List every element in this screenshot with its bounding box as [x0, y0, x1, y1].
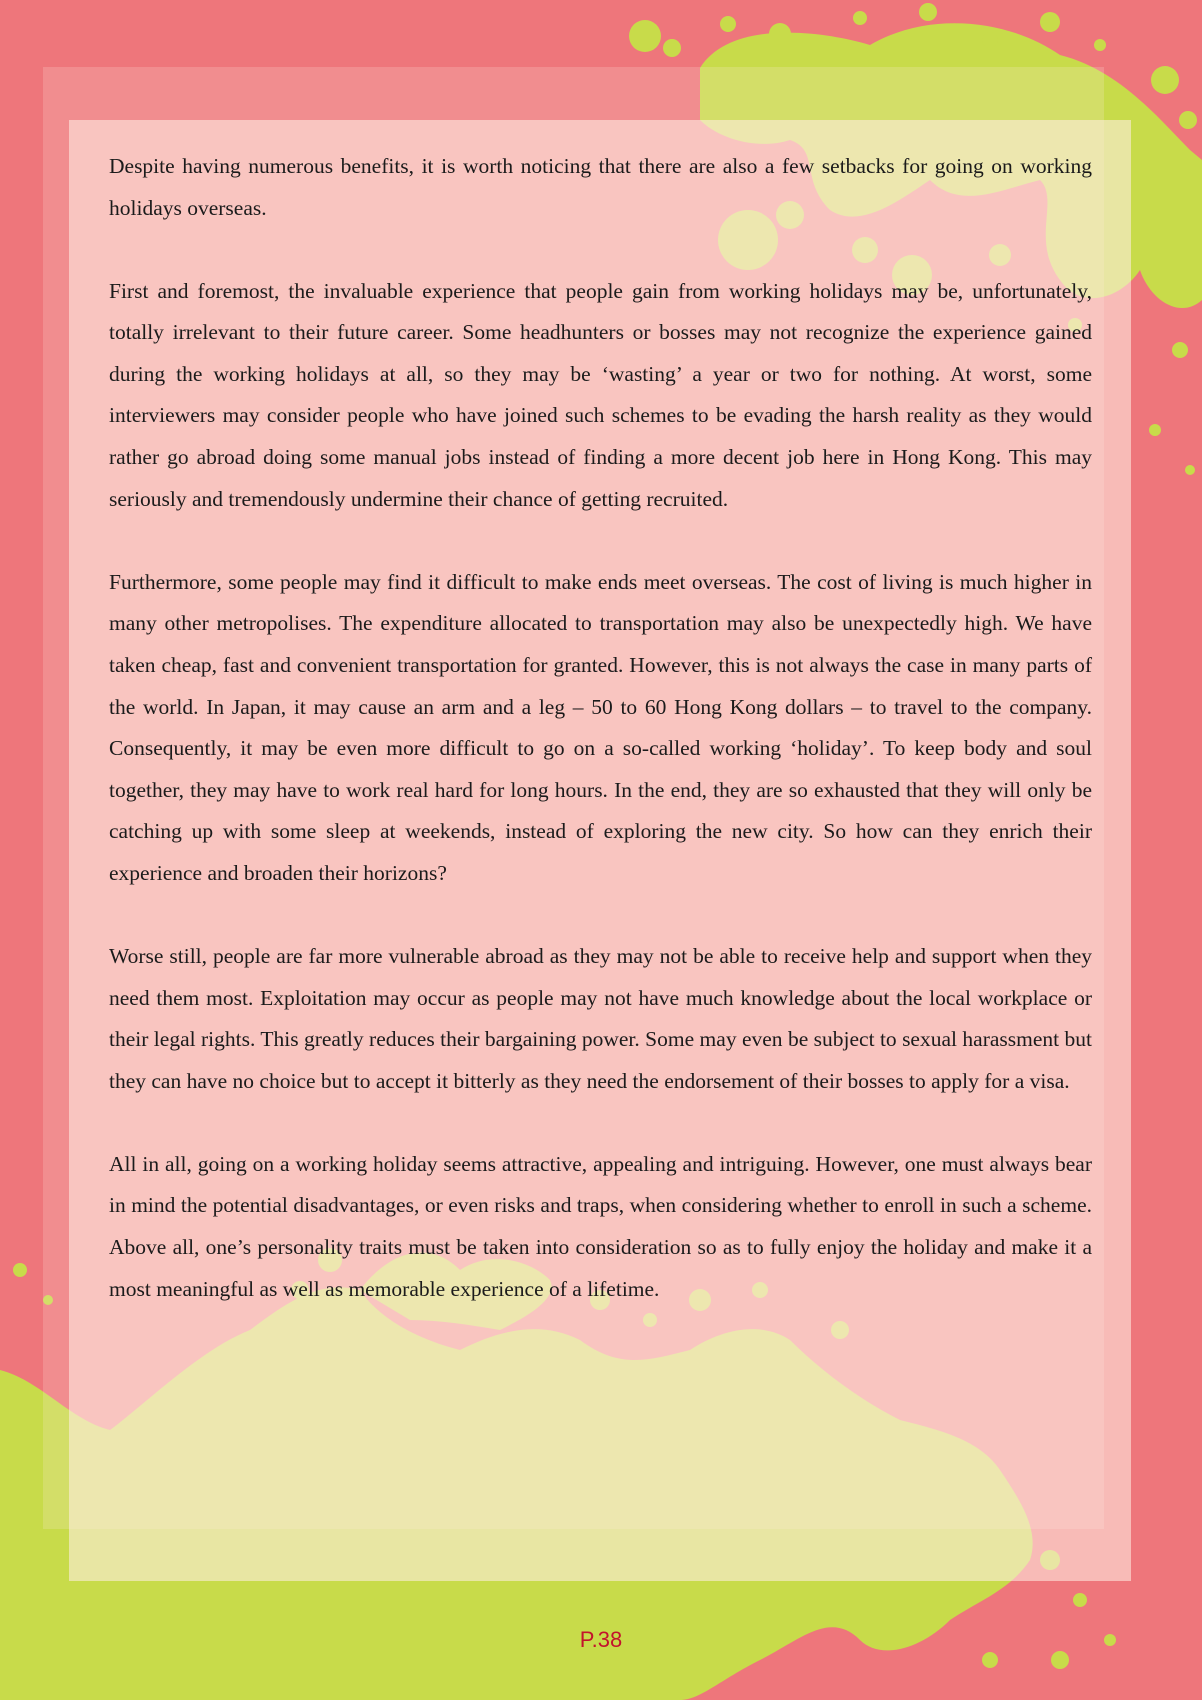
paragraph-vulnerability: Worse still, people are far more vulnerable abroad as they may not be able to receive help and support when they need them most. Exploitation may occur as people may not have much knowledge about the local workplace or their legal rights. This greatly reduces their bargaining power. Some may even be subject to sexual harassment but they can have no choice but to accept it bitterly as they need the endorsement of their bosses to apply for a visa. [109, 944, 1092, 1093]
paragraph-cost-of-living: Furthermore, some people may find it difficult to make ends meet overseas. The cost of living is much higher in many other metropolises. The expenditure allocated to transportation may also be unexpectedly high. We have taken cheap, fast and convenient transportation for granted. However, this is not always the case in many parts of the world. In Japan, it may cause an arm and a leg – 50 to 60 Hong Kong dollars – to travel to the company. Consequently, it may be even more difficult to go on a so-called working ‘holiday’. To keep body and soul together, they may have to work real hard for long hours. In the end, they are so exhausted that they will only be catching up with some sleep at weekends, instead of exploring the new city. So how can they enrich their experience and broaden their horizons? [109, 569, 1092, 885]
paragraph-intro: Despite having numerous benefits, it is worth noticing that there are also a few setbacks for going on working holidays overseas. [109, 154, 1092, 220]
paragraph-career: First and foremost, the invaluable experience that people gain from working holidays may be, unfortunately, totally irrelevant to their future career. Some headhunters or bosses may not recognize the experience gained during the working holidays at all, so they may be ‘wasting’ a year or two for nothing. At worst, some interviewers may consider people who have joined such schemes to be evading the harsh reality as they would rather go abroad doing some manual jobs instead of finding a more decent job here in Hong Kong. This may seriously and tremendously undermine their chance of getting recruited. [109, 278, 1092, 511]
paragraph-conclusion: All in all, going on a working holiday seems attractive, appealing and intriguing. However, one must always bear in mind the potential disadvantages, or even risks and traps, when considering whether to enroll in such a scheme. Above all, one’s personality traits must be taken into consideration so as to fully enjoy the holiday and make it a most meaningful as well as memorable experience of a lifetime. [109, 1151, 1092, 1301]
page-number: P.38 [579, 1627, 623, 1652]
article-body [109, 146, 1092, 1352]
